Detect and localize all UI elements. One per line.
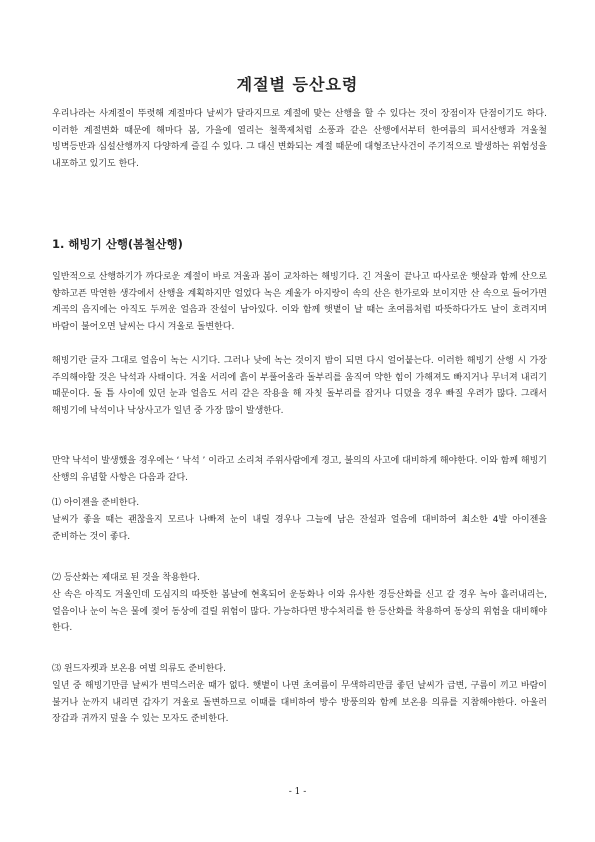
intro-paragraph: 우리나라는 사계절이 뚜렷해 계절마다 날씨가 달라지므로 계절에 맞는 산행을 할 수 있다는 것이 장점이자 단점이기도 하다. 이러한 계절변화 때문에 해마다 봄, 가을에 열리는 철쭉제처럼 소풍과 같은 산행에서부터 한여름의 피서산행과 겨울철 빙벽등반과 심설산행까지 다양하게 즐길 수 있다. 그 대신 변화되는 계절 때문에 대형조난사건이 주기적으로 발생하는 위험성을 내포하고 있기도 한다. [52,109,548,169]
section-paragraph-3: 만약 낙석이 발생했을 경우에는 ‘ 낙석 ’ 이라고 소리쳐 주위사람에게 경고, 불의의 사고에 대비하게 해야한다. 이와 함께 해빙기 산행의 유념할 사항은 다음과 같다. [52,456,547,483]
section-paragraph-2: 해빙기란 글자 그대로 얼음이 녹는 시기다. 그러나 낮에 녹는 것이지 밤이 되면 다시 얼어붙는다. 이러한 해빙기 산행 시 가장 주의해야할 것은 낙석과 사태이다. 겨울 서리에 흙이 부풀어올라 돌부리를 움직여 약한 힘이 가해져도 빠지거나 무너져 내리기 때문이다. 돌 틈 사이에 있던 눈과 얼음도 서리 같은 작용을 해 자칫 돌부리를 잡거나 디뎠을 경우 빠질 우려가 많다. 그래서 해빙기에 낙석이나 낙상사고가 일년 중 가장 많이 발생한다. [52,356,547,416]
list-item-body-2: 산 속은 아직도 겨울인데 도심지의 따뜻한 봄날에 현혹되어 운동화나 이와 유사한 경등산화를 신고 갈 경우 녹아 흘러내리는, 얼음이나 눈이 녹은 물에 젖어 동상에 걸릴 위험이 많다. 가능하다면 방수처리를 한 등산화를 착용하여 동상의 위험을 대비해야 한다. [52,590,547,634]
section-paragraph-1: 일반적으로 산행하기가 까다로운 계절이 바로 겨울과 봄이 교차하는 해빙기다. 긴 겨울이 끝나고 따사로운 햇살과 함께 산으로 향하고픈 막연한 생각에서 산행을 계획하지만 얼었다 녹은 계울가 아지랑이 속의 산은 한가로와 보이지만 산 속으로 들어가면 계곡의 음지에는 아직도 두꺼운 얼음과 잔설이 남아있다. 이와 함께 햇볕이 날 때는 초여름처럼 따뜻하다가도 날이 흐려지며 바람이 불어오면 날씨는 다시 겨울로 돌변한다. [52,272,547,332]
list-item-head-2: ⑵ 등산화는 제대로 된 것을 착용한다. [52,573,200,583]
list-item-head-3: ⑶ 윈드자켓과 보온용 여벌 의류도 준비한다. [52,664,226,674]
list-item-head-1: ⑴ 아이젠을 준비한다. [52,498,140,508]
page-title: 계절별 등산요령 [236,75,359,94]
list-item-body-1: 날씨가 좋을 때는 괜찮을지 모르나 나빠져 눈이 내릴 경우나 그늘에 남은 잔설과 얼음에 대비하여 최소한 4발 아이젠을 준비하는 것이 좋다. [52,515,547,542]
list-item-body-3: 일년 중 해빙기만큼 날씨가 변덕스러운 때가 없다. 햇볕이 나면 초여름이 무색하리만큼 좋던 날씨가 급변, 구름이 끼고 바람이 불거나 눈까지 내리면 갑자기 겨울로 돌변하므로 이때를 대비하여 방수 방풍의와 함께 보온용 의류를 지참해야한다. 아울러 장갑과 귀까지 덮을 수 있는 모자도 준비한다. [52,681,547,725]
page-number: - 1 - [288,787,307,797]
section-heading: 1. 해빙기 산행(봄철산행) [52,237,183,251]
